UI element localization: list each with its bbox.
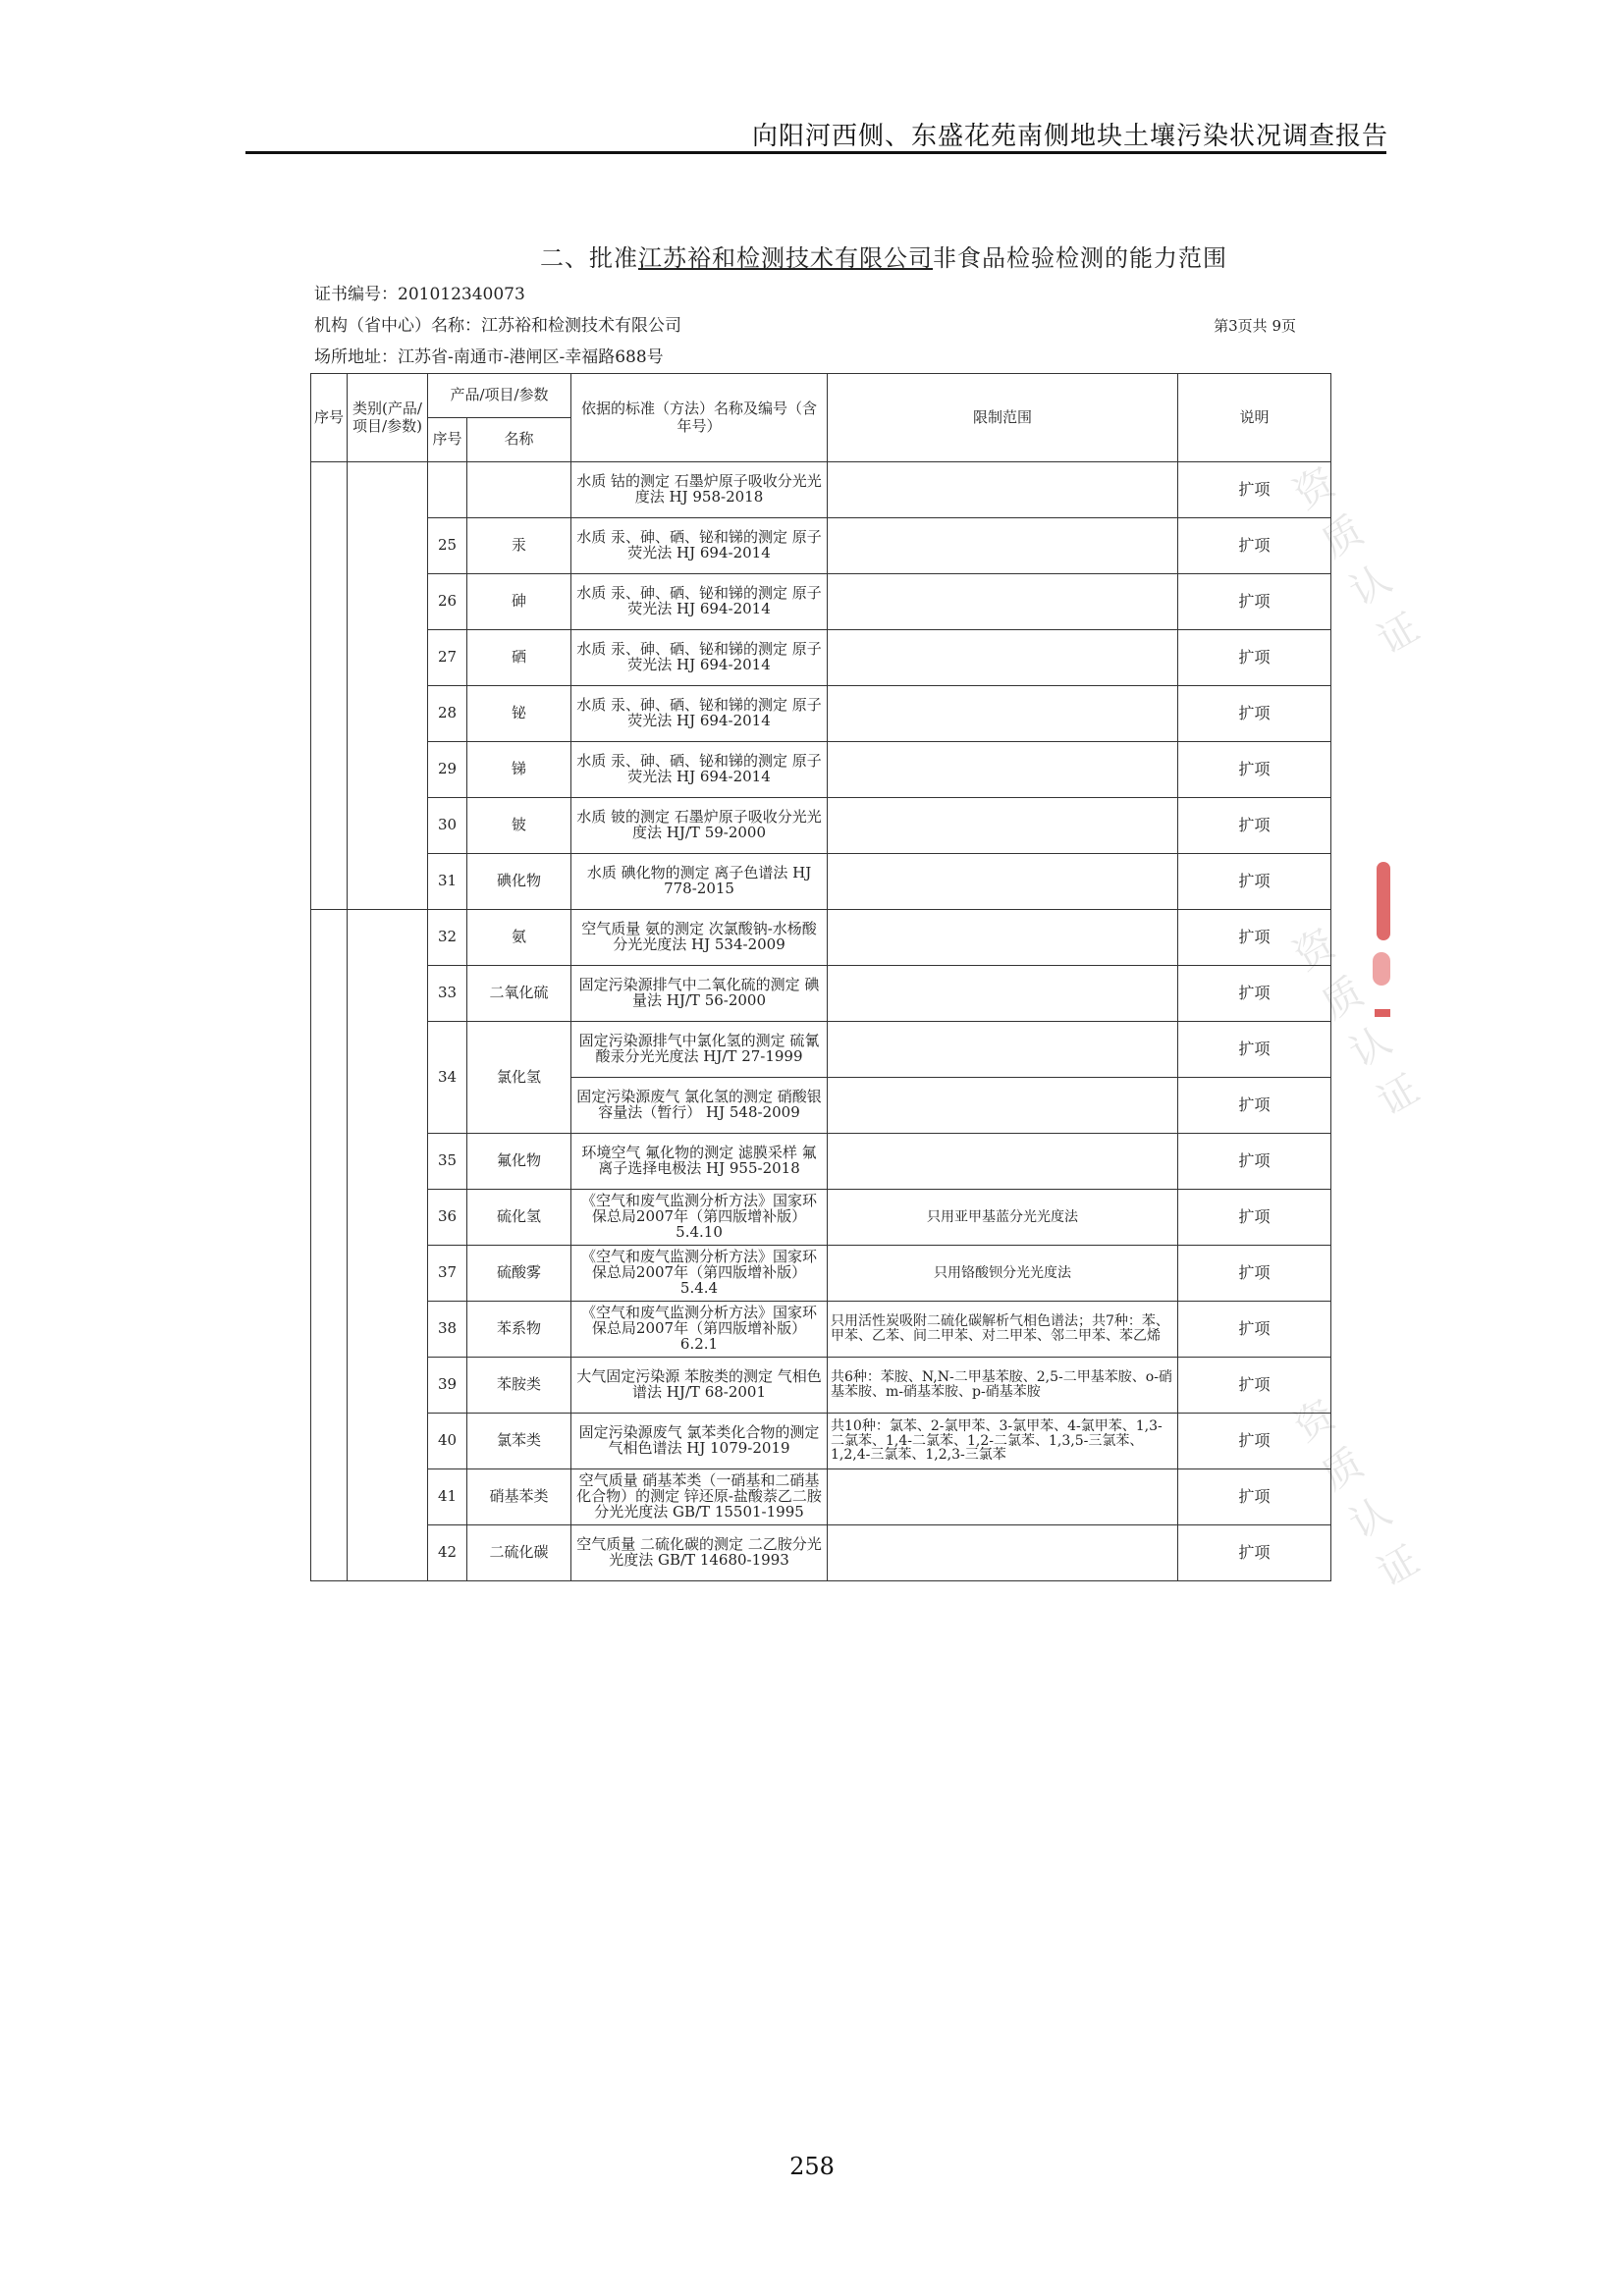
table-row xyxy=(311,1302,1331,1358)
row-number: 38 xyxy=(428,1302,467,1358)
table-row xyxy=(311,574,1331,630)
row-note: 扩项 xyxy=(1178,518,1331,574)
table-row xyxy=(311,1414,1331,1469)
row-number: 28 xyxy=(428,686,467,742)
row-note: 扩项 xyxy=(1178,1022,1331,1078)
certificate-number: 证书编号：201012340073 xyxy=(314,285,525,304)
row-limit xyxy=(828,742,1178,798)
row-name: 硝基苯类 xyxy=(467,1469,571,1525)
page-info: 第3页共 9页 xyxy=(1214,317,1296,335)
table-row xyxy=(311,1358,1331,1414)
row-standard: 《空气和废气监测分析方法》国家环保总局2007年（第四版增补版） 5.4.10 xyxy=(571,1190,828,1246)
row-standard: 空气质量 氨的测定 次氯酸钠-水杨酸分光光度法 HJ 534-2009 xyxy=(571,910,828,966)
row-standard: 固定污染源排气中氯化氢的测定 硫氰酸汞分光光度法 HJ/T 27-1999 xyxy=(571,1022,828,1078)
row-number: 40 xyxy=(428,1414,467,1469)
running-header: 向阳河西侧、东盛花苑南侧地块土壤污染状况调查报告 xyxy=(751,122,1388,151)
row-note: 扩项 xyxy=(1178,574,1331,630)
row-limit xyxy=(828,1022,1178,1078)
row-limit: 只用铬酸钡分光光度法 xyxy=(828,1246,1178,1302)
row-limit: 只用亚甲基蓝分光光度法 xyxy=(828,1190,1178,1246)
row-note: 扩项 xyxy=(1178,742,1331,798)
row-limit xyxy=(828,462,1178,518)
row-limit xyxy=(828,518,1178,574)
row-limit xyxy=(828,1469,1178,1525)
row-limit xyxy=(828,1525,1178,1581)
red-seal-fragment xyxy=(1373,862,1394,1029)
watermark: 资质认证 xyxy=(1286,1392,1428,1596)
row-limit xyxy=(828,966,1178,1022)
watermark: 资质认证 xyxy=(1286,459,1428,664)
row-note: 扩项 xyxy=(1178,1190,1331,1246)
row-name: 二氧化硫 xyxy=(467,966,571,1022)
site-address: 场所地址：江苏省-南通市-港闸区-幸福路688号 xyxy=(314,347,664,367)
document-title xyxy=(442,239,1326,273)
table-row xyxy=(311,1469,1331,1525)
row-standard: 空气质量 二硫化碳的测定 二乙胺分光光度法 GB/T 14680-1993 xyxy=(571,1525,828,1581)
row-name xyxy=(467,462,571,518)
row-note: 扩项 xyxy=(1178,686,1331,742)
row-name: 硫化氢 xyxy=(467,1190,571,1246)
row-standard: 水质 汞、砷、硒、铋和锑的测定 原子荧光法 HJ 694-2014 xyxy=(571,630,828,686)
header-seq: 序号 xyxy=(311,374,348,462)
header-note: 说明 xyxy=(1178,374,1331,462)
row-name: 苯胺类 xyxy=(467,1358,571,1414)
row-number: 42 xyxy=(428,1525,467,1581)
row-standard: 水质 钴的测定 石墨炉原子吸收分光光度法 HJ 958-2018 xyxy=(571,462,828,518)
row-note: 扩项 xyxy=(1178,1078,1331,1134)
row-standard: 水质 汞、砷、硒、铋和锑的测定 原子荧光法 HJ 694-2014 xyxy=(571,518,828,574)
title-company: 江苏裕和检测技术有限公司 xyxy=(638,244,933,272)
row-note: 扩项 xyxy=(1178,798,1331,854)
row-name: 铍 xyxy=(467,798,571,854)
row-name: 锑 xyxy=(467,742,571,798)
row-number: 37 xyxy=(428,1246,467,1302)
row-limit xyxy=(828,574,1178,630)
row-number: 34 xyxy=(428,1022,467,1134)
header-name: 名称 xyxy=(467,418,571,462)
group-category-cell xyxy=(348,910,428,1581)
table-row xyxy=(311,798,1331,854)
row-number: 33 xyxy=(428,966,467,1022)
table-row xyxy=(311,1525,1331,1581)
table-row xyxy=(311,1190,1331,1246)
row-standard: 固定污染源废气 氯化氢的测定 硝酸银容量法（暂行） HJ 548-2009 xyxy=(571,1078,828,1134)
row-number: 30 xyxy=(428,798,467,854)
table-row xyxy=(311,1134,1331,1190)
row-number: 31 xyxy=(428,854,467,910)
row-limit xyxy=(828,854,1178,910)
table-row xyxy=(311,742,1331,798)
row-note: 扩项 xyxy=(1178,1358,1331,1414)
table-row xyxy=(311,1246,1331,1302)
row-limit: 共10种：氯苯、2-氯甲苯、3-氯甲苯、4-氯甲苯、1,3-二氯苯、1,4-二氯苯、1,2-二氯苯、1,3,5-三氯苯、1,2,4-三氯苯、1,2,3-三氯苯 xyxy=(828,1414,1178,1469)
row-limit xyxy=(828,1134,1178,1190)
row-number: 35 xyxy=(428,1134,467,1190)
row-limit: 共6种：苯胺、N,N-二甲基苯胺、2,5-二甲基苯胺、o-硝基苯胺、m-硝基苯胺、p-硝基苯胺 xyxy=(828,1358,1178,1414)
scanned-certificate-page xyxy=(295,221,1428,1713)
row-limit xyxy=(828,1078,1178,1134)
group-seq-cell xyxy=(311,462,348,910)
header-sub-seq: 序号 xyxy=(428,418,467,462)
table-row xyxy=(311,630,1331,686)
row-name: 氟化物 xyxy=(467,1134,571,1190)
row-standard: 水质 碘化物的测定 离子色谱法 HJ 778-2015 xyxy=(571,854,828,910)
watermark: 资质认证 xyxy=(1286,921,1428,1125)
row-standard: 水质 汞、砷、硒、铋和锑的测定 原子荧光法 HJ 694-2014 xyxy=(571,686,828,742)
row-standard: 大气固定污染源 苯胺类的测定 气相色谱法 HJ/T 68-2001 xyxy=(571,1358,828,1414)
row-name: 砷 xyxy=(467,574,571,630)
row-standard: 水质 铍的测定 石墨炉原子吸收分光光度法 HJ/T 59-2000 xyxy=(571,798,828,854)
row-limit: 只用活性炭吸附二硫化碳解析气相色谱法；共7种：苯、甲苯、乙苯、间二甲苯、对二甲苯、邻二甲苯、苯乙烯 xyxy=(828,1302,1178,1358)
row-number: 41 xyxy=(428,1469,467,1525)
row-standard: 环境空气 氟化物的测定 滤膜采样 氟离子选择电极法 HJ 955-2018 xyxy=(571,1134,828,1190)
row-note: 扩项 xyxy=(1178,1414,1331,1469)
row-number: 39 xyxy=(428,1358,467,1414)
header-standard: 依据的标准（方法）名称及编号（含年号） xyxy=(571,374,828,462)
row-limit xyxy=(828,686,1178,742)
table-row xyxy=(311,686,1331,742)
row-number xyxy=(428,462,467,518)
row-note: 扩项 xyxy=(1178,1134,1331,1190)
row-standard: 水质 汞、砷、硒、铋和锑的测定 原子荧光法 HJ 694-2014 xyxy=(571,574,828,630)
row-number: 32 xyxy=(428,910,467,966)
row-limit xyxy=(828,630,1178,686)
row-standard: 水质 汞、砷、硒、铋和锑的测定 原子荧光法 HJ 694-2014 xyxy=(571,742,828,798)
row-note: 扩项 xyxy=(1178,966,1331,1022)
header-rule xyxy=(245,151,1386,154)
row-number: 36 xyxy=(428,1190,467,1246)
table-row xyxy=(311,910,1331,966)
row-standard: 《空气和废气监测分析方法》国家环保总局2007年（第四版增补版） 5.4.4 xyxy=(571,1246,828,1302)
row-standard: 固定污染源排气中二氧化硫的测定 碘量法 HJ/T 56-2000 xyxy=(571,966,828,1022)
row-number: 26 xyxy=(428,574,467,630)
table-row xyxy=(311,966,1331,1022)
table-row xyxy=(311,518,1331,574)
row-name: 氨 xyxy=(467,910,571,966)
page-number: 258 xyxy=(789,2153,835,2180)
row-note: 扩项 xyxy=(1178,854,1331,910)
row-note: 扩项 xyxy=(1178,630,1331,686)
row-note: 扩项 xyxy=(1178,462,1331,518)
row-name: 碘化物 xyxy=(467,854,571,910)
table-row xyxy=(311,854,1331,910)
row-name: 苯系物 xyxy=(467,1302,571,1358)
group-category-cell xyxy=(348,462,428,910)
row-note: 扩项 xyxy=(1178,1469,1331,1525)
row-number: 27 xyxy=(428,630,467,686)
row-limit xyxy=(828,910,1178,966)
header-category: 类别(产品/项目/参数) xyxy=(348,374,428,462)
row-standard: 空气质量 硝基苯类（一硝基和二硝基化合物）的测定 锌还原-盐酸萘乙二胺分光光度法 GB/T 15501-1995 xyxy=(571,1469,828,1525)
organization-name: 机构（省中心）名称：江苏裕和检测技术有限公司 xyxy=(314,316,681,336)
row-limit xyxy=(828,798,1178,854)
row-note: 扩项 xyxy=(1178,910,1331,966)
row-name: 硒 xyxy=(467,630,571,686)
row-number: 25 xyxy=(428,518,467,574)
row-note: 扩项 xyxy=(1178,1525,1331,1581)
row-name: 二硫化碳 xyxy=(467,1525,571,1581)
table-row xyxy=(311,1022,1331,1078)
row-standard: 《空气和废气监测分析方法》国家环保总局2007年（第四版增补版） 6.2.1 xyxy=(571,1302,828,1358)
row-standard: 固定污染源废气 氯苯类化合物的测定 气相色谱法 HJ 1079-2019 xyxy=(571,1414,828,1469)
scope-table xyxy=(310,373,1331,1581)
header-product-group: 产品/项目/参数 xyxy=(428,374,571,418)
row-name: 氯苯类 xyxy=(467,1414,571,1469)
title-prefix: 二、批准 xyxy=(540,244,638,272)
group-seq-cell xyxy=(311,910,348,1581)
row-name: 汞 xyxy=(467,518,571,574)
title-suffix: 非食品检验检测的能力范围 xyxy=(933,244,1227,272)
row-name: 硫酸雾 xyxy=(467,1246,571,1302)
row-number: 29 xyxy=(428,742,467,798)
row-note: 扩项 xyxy=(1178,1302,1331,1358)
row-note: 扩项 xyxy=(1178,1246,1331,1302)
row-name: 铋 xyxy=(467,686,571,742)
table-row xyxy=(311,462,1331,518)
header-limit: 限制范围 xyxy=(828,374,1178,462)
row-name: 氯化氢 xyxy=(467,1022,571,1134)
